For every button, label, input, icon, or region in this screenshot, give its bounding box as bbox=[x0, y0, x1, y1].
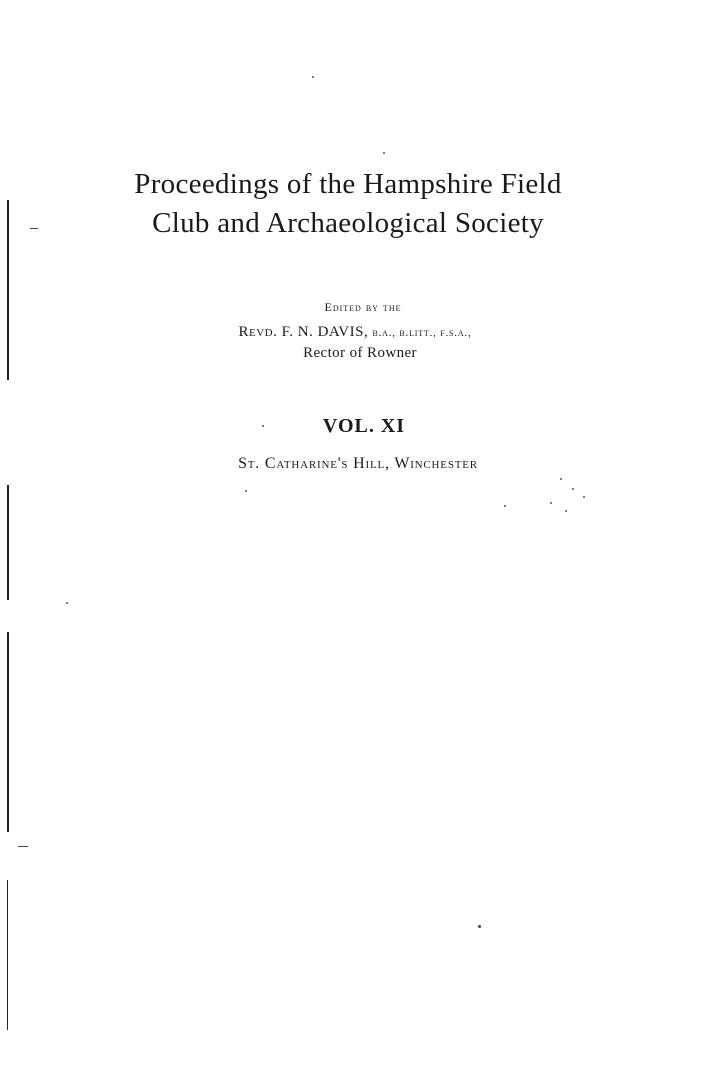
scan-speck bbox=[245, 490, 247, 492]
scan-edge-mark bbox=[7, 200, 9, 380]
scan-speck bbox=[383, 152, 385, 154]
editor-prefix: Revd. bbox=[238, 324, 278, 340]
scan-edge-mark bbox=[7, 632, 9, 832]
scan-speck bbox=[583, 496, 585, 498]
scan-speck bbox=[66, 602, 68, 604]
scan-edge-mark bbox=[7, 485, 9, 600]
scan-speck bbox=[560, 478, 562, 480]
scan-dash bbox=[30, 228, 38, 229]
edited-by-label: Edited by the bbox=[324, 300, 402, 314]
scan-speck bbox=[262, 425, 264, 427]
scan-dash bbox=[18, 846, 28, 847]
scan-speck bbox=[550, 502, 552, 504]
editor-title: Rector of Rowner bbox=[303, 345, 417, 361]
editor-degrees: b.a., b.litt., f.s.a., bbox=[372, 327, 472, 339]
title-line-2: Club and Archaeological Society bbox=[152, 207, 544, 239]
scan-speck bbox=[572, 488, 574, 490]
volume-number: VOL. XI bbox=[322, 415, 406, 437]
volume-subtitle: St. Catharine's Hill, Winchester bbox=[238, 455, 478, 472]
scan-edge-mark bbox=[7, 880, 8, 1030]
editor-line bbox=[0, 324, 716, 341]
title-line-1: Proceedings of the Hampshire Field bbox=[134, 168, 562, 200]
scan-speck bbox=[504, 505, 506, 507]
editor-name: F. N. DAVIS, bbox=[281, 324, 369, 340]
scan-speck bbox=[565, 510, 567, 512]
scan-speck bbox=[312, 76, 314, 78]
scan-speck bbox=[478, 925, 481, 928]
